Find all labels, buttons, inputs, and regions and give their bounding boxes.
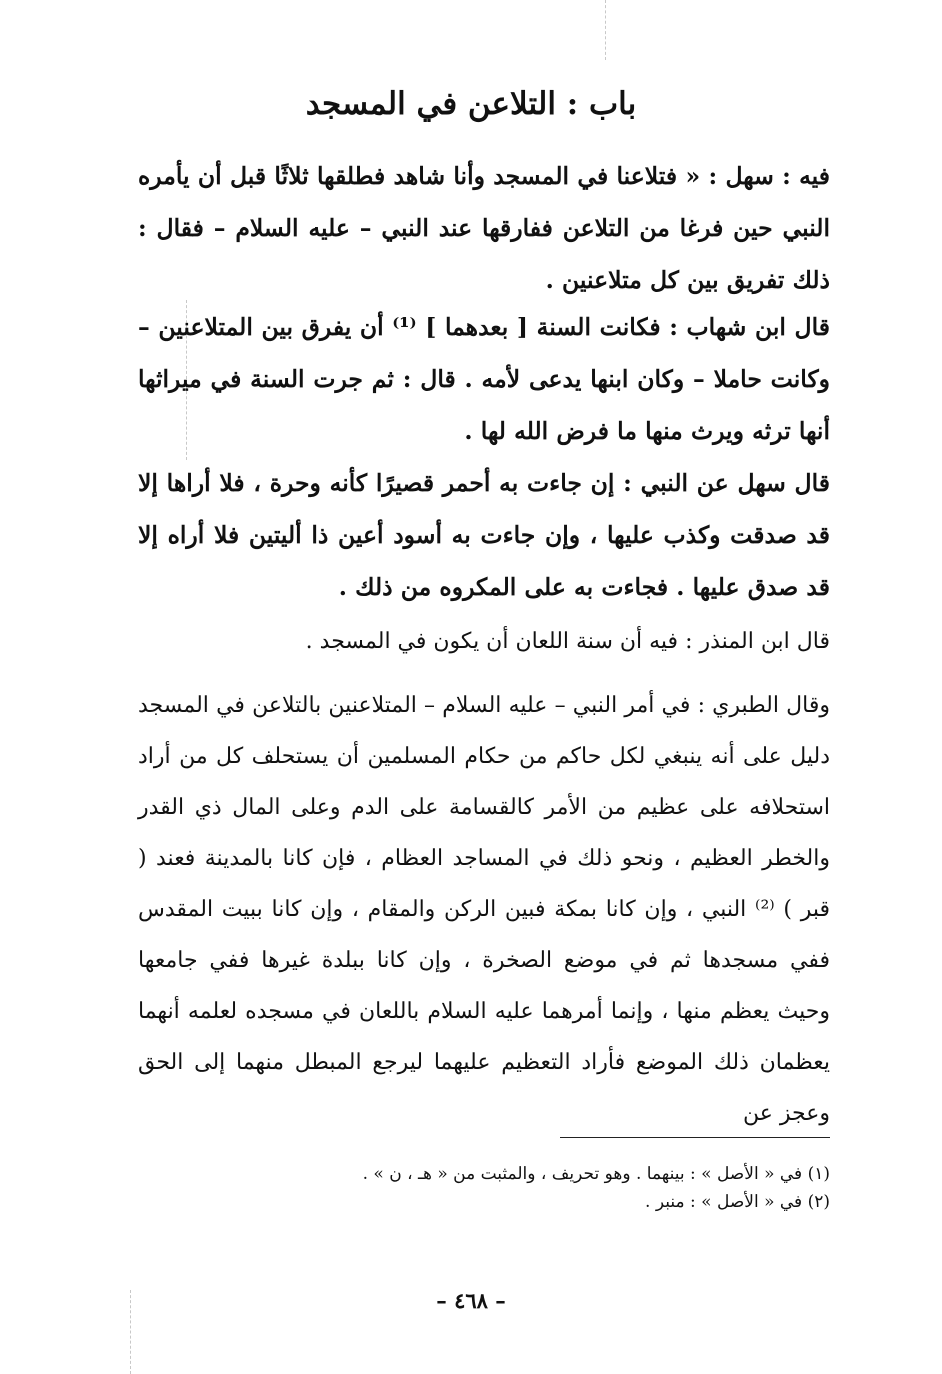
paragraph-hadith-sahl: فيه : سهل : « فتلاعنا في المسجد وأنا شاهد فطلقها ثلاثًا قبل أن يأمره النبي حين فرغا من التلاعن ففارقها عند النبي – عليه السلام – فقال : ذلك تفريق بين كل متلاعنين . xyxy=(138,162,830,294)
paragraph-sahl-an-nabi: قال سهل عن النبي : إن جاءت به أحمر قصيرًا كأنه وحرة ، فلا أراها إلا قد صدقت وكذب عليها ، وإن جاءت به أسود أعين ذا أليتين فلا أراه إلا قد صدق عليها . فجاءت به على المكروه من ذلك . xyxy=(138,469,830,601)
paragraph-al-tabari: وقال الطبري : في أمر النبي – عليه السلام – المتلاعنين بالتلاعن في المسجد دليل على أنه ينبغي لكل حاكم من حكام المسلمين أن يستحلف كل من أراد استحلافه على عظيم من الأمر كالقسامة على الدم وعلى المال ذي القدر والخطر العظيم ، ونحو ذلك في المساجد العظام ، فإن كانا بالمدينة فعند ( قبر ) ⁽²⁾ النبي ، وإن كانا بمكة فبين الركن والمقام ، وإن كانا ببيت المقدس ففي مسجدها ثم في موضع الصخرة ، وإن كانا ببلدة غيرها ففي جامعها وحيث يعظم منها ، وإنما أمرهما عليه السلام باللعان في مسجده لعلمه أنهما يعظمان ذلك الموضع فأراد التعظيم عليهما ليرجع المبطل منهما إلى الحق وعجز عن xyxy=(138,693,830,1126)
footnote-divider xyxy=(560,1137,830,1138)
footnote-2: (٢) في « الأصل » : منبر . xyxy=(645,1192,830,1212)
page-number: – ٤٦٨ – xyxy=(436,1288,506,1313)
chapter-title: باب : التلاعن في المسجد xyxy=(305,86,637,122)
paragraph-ibn-al-mundhir: قال ابن المنذر : فيه أن سنة اللعان أن يكون في المسجد . xyxy=(305,629,830,654)
scan-fold-line xyxy=(605,0,606,60)
footnote-1: (١) في « الأصل » : بينهما . وهو تحريف ، والمثبت من « هـ ، ن » . xyxy=(362,1164,830,1184)
paragraph-ibn-shihab: قال ابن شهاب : فكانت السنة [ بعدهما ] ⁽¹⁾ أن يفرق بين المتلاعنين – وكانت حاملا – وكان ابنها يدعى لأمه . قال : ثم جرت السنة في ميراثها أنها ترثه ويرث منها ما فرض الله لها . xyxy=(138,313,830,445)
footnotes xyxy=(138,1160,830,1216)
